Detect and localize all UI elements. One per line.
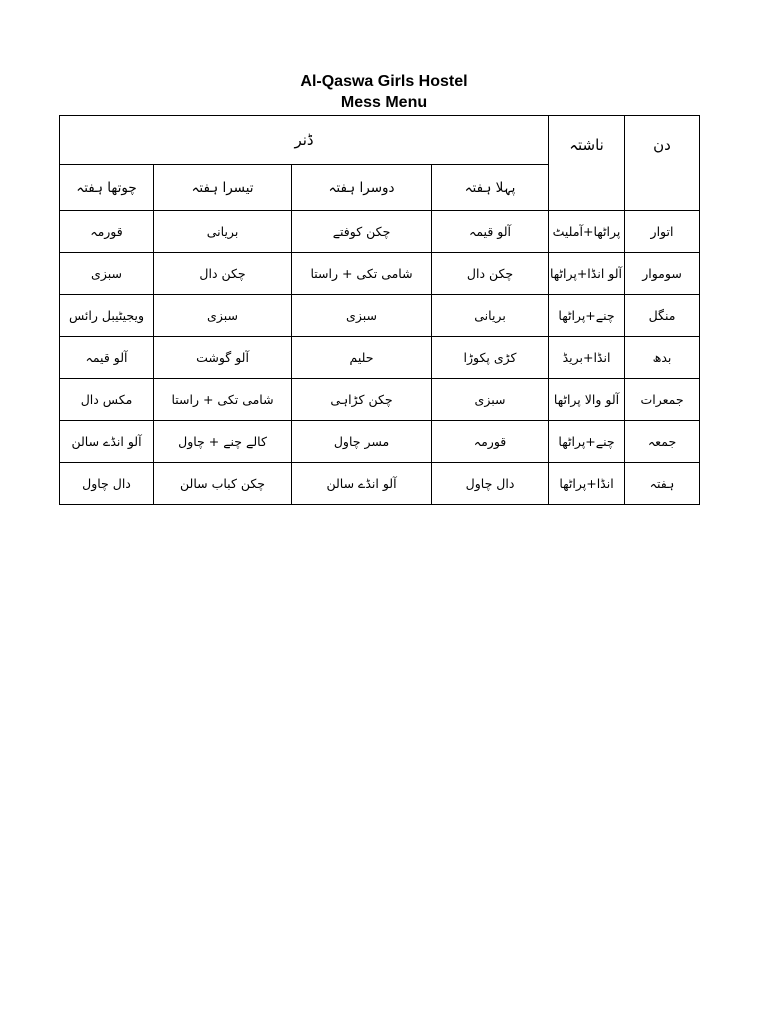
breakfast-cell: چنے+پراٹھا (549, 421, 625, 463)
dinner-week-1-cell: سبزی (432, 379, 549, 421)
mess-menu-table (59, 115, 700, 505)
week-2-header: دوسرا ہفتہ (292, 165, 432, 211)
dinner-week-1-cell: دال چاول (432, 463, 549, 505)
week-3-header: تیسرا ہفتہ (154, 165, 292, 211)
table-row (60, 211, 700, 253)
dinner-week-1-cell: آلو قیمہ (432, 211, 549, 253)
dinner-week-3-cell: شامی تکی + راستا (154, 379, 292, 421)
breakfast-cell: چنے+پراٹھا (549, 295, 625, 337)
breakfast-cell: انڈا+بریڈ (549, 337, 625, 379)
breakfast-cell: آلو انڈا+پراٹھا (549, 253, 625, 295)
table-row (60, 379, 700, 421)
dinner-week-3-cell: سبزی (154, 295, 292, 337)
day-cell: اتوار (625, 211, 700, 253)
dinner-week-4-cell: دال چاول (60, 463, 154, 505)
table-row (60, 337, 700, 379)
header-row (60, 116, 700, 165)
dinner-week-1-cell: کڑی پکوڑا (432, 337, 549, 379)
dinner-week-1-cell: چکن دال (432, 253, 549, 295)
breakfast-header: ناشتہ (549, 116, 625, 211)
heading (0, 71, 768, 113)
dinner-week-4-cell: ویجیٹیبل رائس (60, 295, 154, 337)
breakfast-cell: پراٹھا+آملیٹ (549, 211, 625, 253)
hostel-title: Al-Qaswa Girls Hostel (300, 73, 468, 90)
dinner-week-2-cell: چکن کڑاہی (292, 379, 432, 421)
table-row (60, 463, 700, 505)
dinner-week-4-cell: آلو قیمہ (60, 337, 154, 379)
breakfast-cell: آلو والا پراٹھا (549, 379, 625, 421)
day-cell: بدھ (625, 337, 700, 379)
dinner-week-1-cell: قورمہ (432, 421, 549, 463)
week-4-header: چوتھا ہفتہ (60, 165, 154, 211)
table-row (60, 295, 700, 337)
dinner-week-2-cell: چکن کوفتے (292, 211, 432, 253)
day-cell: جمعہ (625, 421, 700, 463)
dinner-week-2-cell: حلیم (292, 337, 432, 379)
dinner-week-4-cell: سبزی (60, 253, 154, 295)
day-cell: منگل (625, 295, 700, 337)
dinner-week-3-cell: بریانی (154, 211, 292, 253)
table-row (60, 421, 700, 463)
breakfast-cell: انڈا+پراٹھا (549, 463, 625, 505)
dinner-week-3-cell: کالے چنے + چاول (154, 421, 292, 463)
table-row (60, 253, 700, 295)
dinner-week-4-cell: مکس دال (60, 379, 154, 421)
dinner-week-3-cell: آلو گوشت (154, 337, 292, 379)
dinner-week-3-cell: چکن دال (154, 253, 292, 295)
menu-subtitle: Mess Menu (340, 94, 428, 111)
week-1-header: پہلا ہفتہ (432, 165, 549, 211)
dinner-week-3-cell: چکن کباب سالن (154, 463, 292, 505)
dinner-header: ڈنر (60, 116, 549, 165)
day-cell: ہفتہ (625, 463, 700, 505)
day-cell: سوموار (625, 253, 700, 295)
dinner-week-2-cell: سبزی (292, 295, 432, 337)
dinner-week-4-cell: آلو انڈے سالن (60, 421, 154, 463)
dinner-week-2-cell: آلو انڈے سالن (292, 463, 432, 505)
dinner-week-4-cell: قورمہ (60, 211, 154, 253)
day-cell: جمعرات (625, 379, 700, 421)
day-header: دن (625, 116, 700, 211)
dinner-week-1-cell: بریانی (432, 295, 549, 337)
dinner-week-2-cell: شامی تکی + راستا (292, 253, 432, 295)
dinner-week-2-cell: مسر چاول (292, 421, 432, 463)
